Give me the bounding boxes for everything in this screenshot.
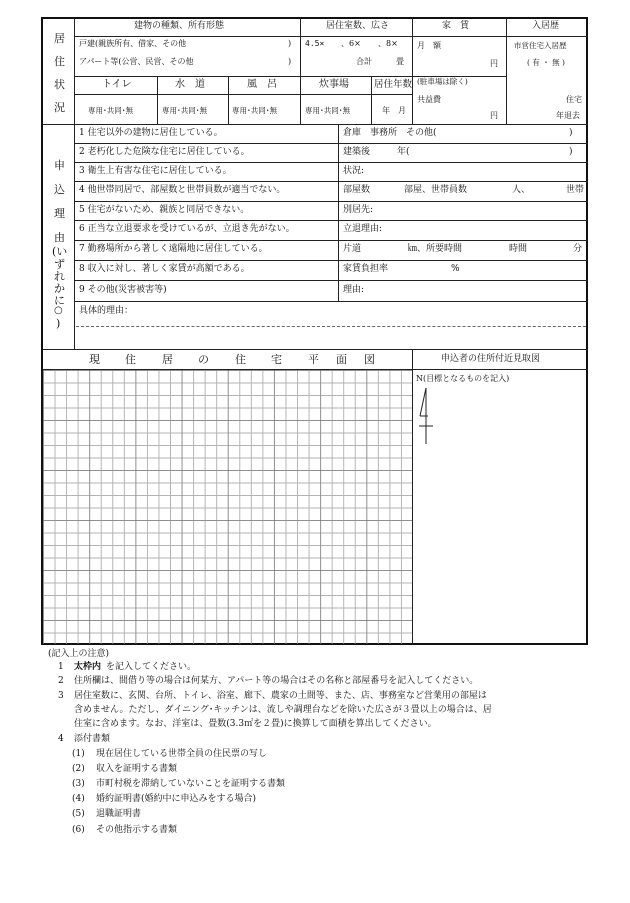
doc-item: 収入を証明する書類: [96, 764, 178, 774]
history-exit: 年退去: [556, 111, 580, 120]
plan-title-char: 居: [162, 353, 173, 366]
detail-7-km: ㎞、所要時間: [408, 244, 463, 254]
years-value[interactable]: 年 月: [382, 106, 406, 115]
detail-1[interactable]: 倉庫 事務所 その他(: [343, 128, 437, 138]
type-own[interactable]: 戸建(親族所有、借家、その他: [79, 39, 187, 48]
divider: [43, 349, 588, 350]
paren: ): [288, 39, 292, 48]
reason-item[interactable]: 1 住宅以外の建物に居住している。: [79, 128, 223, 138]
rent-parking-note: (駐車場は除く): [417, 77, 468, 86]
history-label: 市営住宅入居歴: [514, 41, 567, 50]
water-options[interactable]: 専用･共同･無: [162, 106, 207, 115]
north-arrow-icon: [416, 386, 436, 446]
rooms-8[interactable]: 、8×: [378, 39, 398, 48]
doc-item: 婚約証明書(婚約中に申込みをする場合): [96, 794, 257, 804]
note-number: 3: [58, 691, 64, 701]
dashed-line: [76, 326, 586, 327]
row-line: [74, 260, 588, 261]
side-label: (い: [52, 245, 68, 258]
reason-item[interactable]: 6 正当な立退要求を受けているが、立退き先がない。: [79, 224, 295, 234]
type-header: 建物の種類、所有形態: [134, 21, 225, 31]
divider: [371, 76, 372, 124]
doc-item: 退職証明書: [96, 809, 142, 819]
doc-item: 市町村税を滞納していないことを証明する書類: [96, 779, 286, 789]
divider: [228, 76, 229, 124]
detail-4-people: 人、: [512, 185, 531, 195]
side-label: 状: [54, 78, 65, 91]
doc-item: 現在居住している世帯全員の住民票の写し: [96, 749, 268, 759]
row-line: [74, 240, 588, 241]
row-line: [74, 181, 588, 182]
plan-title-char: 図: [364, 353, 375, 366]
detail-4-members: 部屋、世帯員数: [404, 185, 468, 195]
divider: [412, 17, 413, 124]
side-label: 理: [54, 207, 65, 220]
plan-title-char: 現: [89, 353, 100, 366]
history-yes-no[interactable]: ( 有 ・ 無 ): [527, 58, 565, 67]
reason-item[interactable]: 3 衛生上有害な住宅に居住している。: [79, 166, 232, 176]
note-number: 1: [58, 662, 64, 672]
rent-monthly-label: 月 額: [417, 41, 441, 50]
row-line: [74, 301, 588, 302]
row-line: [74, 143, 588, 144]
notes-heading: (記入上の注意): [48, 649, 110, 659]
plan-title-char: 平: [308, 353, 319, 366]
rooms-6[interactable]: 、6×: [341, 39, 361, 48]
plan-title-char: 宅: [271, 353, 282, 366]
plan-title-char: 住: [125, 353, 136, 366]
detail-7-oneway[interactable]: 片道: [343, 244, 362, 254]
divider: [43, 124, 588, 125]
history-header: 入居歴: [532, 21, 560, 31]
note-1-bold: 太枠内: [74, 662, 102, 672]
rooms-total-label: 合計: [356, 57, 372, 66]
row-line: [74, 220, 588, 221]
rent-common-yen: 円: [490, 111, 498, 120]
divider: [300, 17, 301, 124]
side-label: ず: [54, 258, 65, 271]
divider: [74, 94, 412, 95]
sketch-map-area[interactable]: [414, 371, 587, 643]
doc-number: (6): [72, 825, 85, 835]
divider: [157, 76, 158, 124]
paren: ): [569, 128, 573, 138]
detail-8[interactable]: 家賃負担率: [343, 264, 389, 274]
note-3-line: 居住室数に、玄関、台所、トイレ、浴室、廊下、農家の土間等、また、店、事務室など営業用の部屋は: [74, 691, 487, 701]
concrete-reason-label[interactable]: 具体的理由：: [79, 306, 134, 316]
detail-7-minutes: 分: [573, 244, 583, 254]
paren: ): [288, 57, 292, 66]
plan-title-char: 面: [336, 353, 347, 366]
note-3-line: 含めません。ただし、ダイニング･キッチンは、流しや調理台などを除いた広さが３畳以上の場合は、居: [74, 705, 492, 715]
divider: [412, 349, 413, 645]
detail-9[interactable]: 理由:: [343, 285, 365, 295]
detail-7-hours: 時間: [509, 244, 528, 254]
floor-plan-grid-major: [43, 370, 412, 644]
reason-item[interactable]: 9 その他(災害被害等): [79, 285, 167, 295]
type-apartment[interactable]: アパート等(公営、民営、その他: [79, 57, 194, 66]
reason-item[interactable]: 8 収入に対し、著しく家賃が高額である。: [79, 264, 250, 274]
detail-2[interactable]: 建築後 年(: [343, 147, 410, 157]
detail-4-households: 世帯: [566, 185, 585, 195]
kitchen-options[interactable]: 専用･共同･無: [305, 106, 350, 115]
side-label: 住: [54, 55, 65, 68]
rent-header: 家 賃: [442, 21, 470, 31]
bath-options[interactable]: 専用･共同･無: [232, 106, 277, 115]
divider: [506, 17, 507, 124]
detail-3[interactable]: 状況:: [343, 166, 365, 176]
water-header: 水 道: [175, 79, 205, 90]
doc-number: (2): [72, 764, 85, 774]
side-label: に: [54, 294, 65, 307]
side-label: 込: [54, 183, 65, 196]
side-label: 申: [54, 159, 65, 172]
paren: ): [569, 147, 573, 157]
years-header: 居住年数: [374, 79, 413, 90]
reason-item[interactable]: 7 勤務場所から著しく遠隔地に居住している。: [79, 244, 268, 254]
side-label: ): [56, 317, 61, 330]
rooms-45[interactable]: 4.5×: [305, 39, 325, 48]
detail-8-percent: %: [451, 264, 460, 274]
side-label: 由: [54, 231, 65, 244]
divider: [338, 124, 339, 301]
doc-number: (4): [72, 794, 85, 804]
side-label: か: [54, 282, 65, 295]
reason-item[interactable]: 2 老朽化した危険な住宅に居住している。: [79, 147, 250, 157]
note-1: を記入してください。: [106, 662, 197, 672]
doc-number: (1): [72, 749, 85, 759]
note-number: 2: [58, 676, 64, 686]
note-number: 4: [58, 734, 64, 744]
doc-number: (3): [72, 779, 85, 789]
rooms-header: 居住室数、広さ: [326, 21, 390, 31]
detail-6[interactable]: 立退理由:: [343, 224, 383, 234]
plan-title-char: 住: [235, 353, 246, 366]
detail-4-rooms[interactable]: 部屋数: [343, 185, 371, 195]
reason-item[interactable]: 4 他世帯同居で、部屋数と世帯員数が適当でない。: [79, 185, 286, 195]
detail-5[interactable]: 別居先:: [343, 205, 374, 215]
rent-common-label: 共益費: [417, 95, 441, 104]
divider: [74, 17, 75, 349]
doc-item: その他指示する書類: [96, 825, 178, 835]
side-label: 居: [54, 32, 65, 45]
divider: [43, 369, 588, 370]
north-note: N(目標となるものを記入): [416, 374, 510, 383]
toilet-options[interactable]: 専用･共同･無: [88, 106, 133, 115]
rent-yen: 円: [490, 59, 498, 68]
plan-title-char: の: [198, 353, 209, 366]
bath-header: 風 呂: [247, 79, 277, 90]
reason-item[interactable]: 5 住宅がないため、親族と同居できない。: [79, 205, 250, 215]
side-label: ○: [54, 305, 63, 316]
toilet-header: トイレ: [102, 79, 132, 90]
note-4: 添付書類: [74, 734, 111, 744]
note-3-line: 住室に含めます。なお、洋室は、畳数(3.3㎡を２畳)に換算して面積を算出してください。: [74, 719, 437, 729]
row-line: [74, 162, 588, 163]
map-title: 申込者の住所付近見取図: [441, 354, 541, 364]
rooms-unit: 畳: [396, 57, 404, 66]
doc-number: (5): [72, 809, 85, 819]
side-label: れ: [54, 270, 65, 283]
row-line: [74, 280, 588, 281]
history-jutaku: 住宅: [566, 95, 582, 104]
divider: [74, 36, 588, 37]
note-2: 住所欄は、間借り等の場合は何某方、アパート等の場合はその名称と部屋番号を記入してください。: [74, 676, 479, 686]
row-line: [74, 201, 588, 202]
side-label: 況: [54, 101, 65, 114]
kitchen-header: 炊事場: [319, 79, 349, 90]
